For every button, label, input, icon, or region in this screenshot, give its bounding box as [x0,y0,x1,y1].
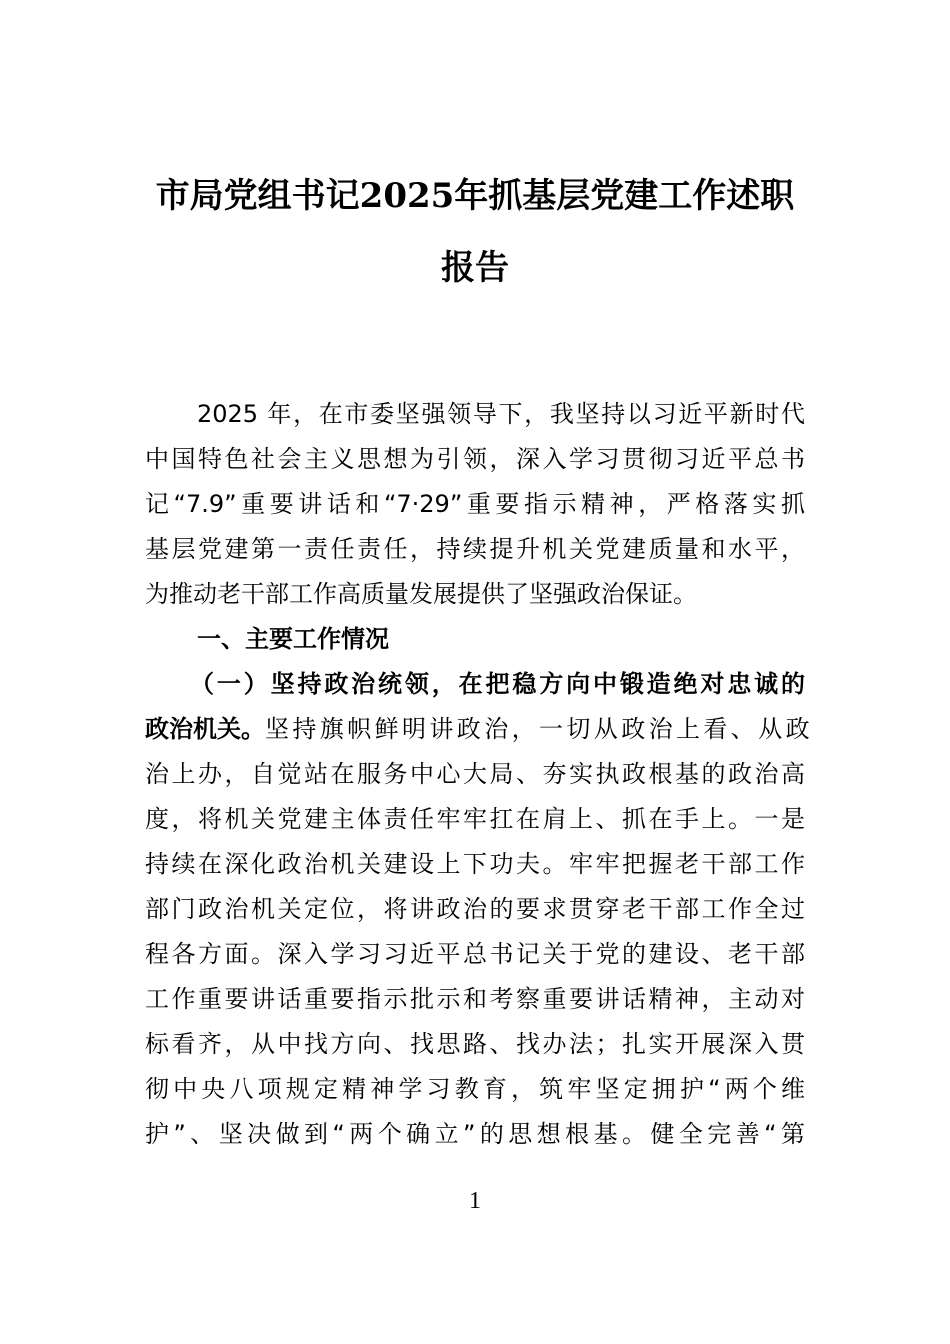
body-line: 彻中央八项规定精神学习教育，筑牢坚定拥护“两个维 [145,1075,805,1103]
body-line: 基层党建第一责任责任，持续提升机关党建质量和水平， [145,535,805,563]
body-text: 坚持旗帜鲜明讲政治，一切从政治上看、从政 [265,715,813,743]
body-line: 2025 年，在市委坚强领导下，我坚持以习近平新时代 [197,400,805,428]
body-line: 度，将机关党建主体责任牢牢扛在肩上、抓在手上。一是 [145,805,805,833]
body-line: 程各方面。深入学习习近平总书记关于党的建设、老干部 [145,940,805,968]
subsection-heading: （一）坚持政治统领，在把稳方向中锻造绝对忠诚的 [190,670,805,698]
document-title-line1: 市局党组书记2025年抓基层党建工作述职 [155,176,795,216]
section-heading: 一、主要工作情况 [197,625,389,653]
body-line: 持续在深化政治机关建设上下功夫。牢牢把握老干部工作 [145,850,805,878]
body-line: 治上办，自觉站在服务中心大局、夯实执政根基的政治高 [145,760,805,788]
page-number: 1 [469,1188,481,1214]
body-line [145,707,813,752]
document-title-line2: 报告 [441,248,509,288]
subsection-heading-end: 政治机关。 [145,715,265,743]
body-line: 记“7.9”重要讲话和“7·29”重要指示精神，严格落实抓 [145,490,805,518]
body-line: 中国特色社会主义思想为引领，深入学习贯彻习近平总书 [145,445,805,473]
body-line: 护”、坚决做到“两个确立”的思想根基。健全完善“第 [145,1120,805,1148]
body-line: 标看齐，从中找方向、找思路、找办法；扎实开展深入贯 [145,1030,805,1058]
body-line: 部门政治机关定位，将讲政治的要求贯穿老干部工作全过 [145,895,805,923]
body-line: 工作重要讲话重要指示批示和考察重要讲话精神，主动对 [145,985,805,1013]
body-line: 为推动老干部工作高质量发展提供了坚强政治保证。 [145,580,697,608]
